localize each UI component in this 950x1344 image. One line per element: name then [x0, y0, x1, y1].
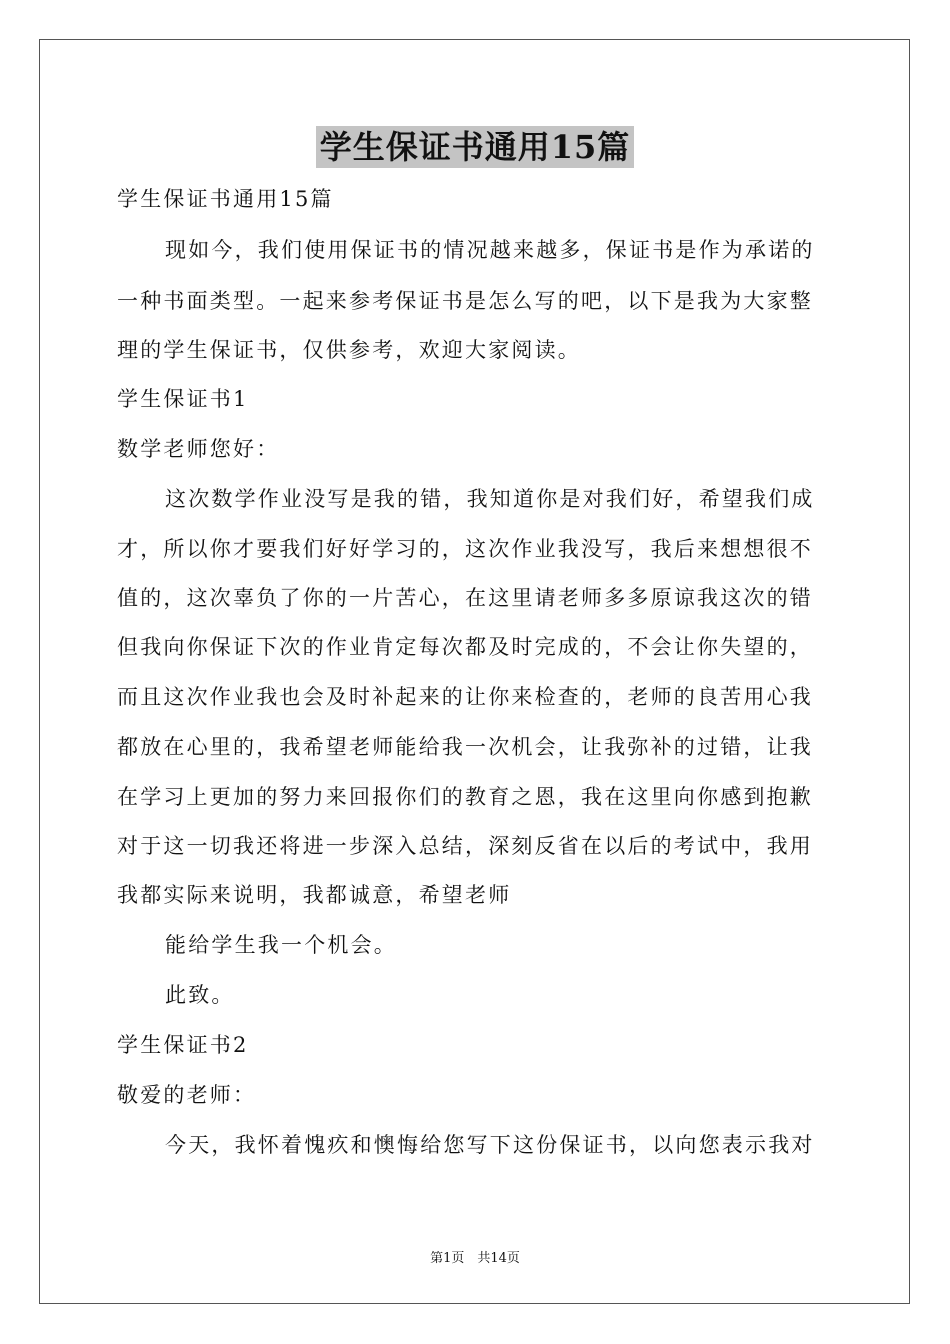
- text-line: 理的学生保证书，仅供参考，欢迎大家阅读。: [117, 338, 581, 362]
- text-line: 才，所以你才要我们好好学习的，这次作业我没写，我后来想想很不: [117, 537, 813, 561]
- page-border: [39, 39, 910, 1304]
- text-line: 现如今，我们使用保证书的情况越来越多，保证书是作为承诺的: [165, 238, 815, 262]
- text-line: 而且这次作业我也会及时补起来的让你来检查的，老师的良苦用心我: [117, 685, 813, 709]
- text-line: 值的，这次辜负了你的一片苦心，在这里请老师多多原谅我这次的错: [117, 586, 813, 610]
- text-line: 我都实际来说明，我都诚意，希望老师: [117, 883, 512, 907]
- text-line: 一种书面类型。一起来参考保证书是怎么写的吧，以下是我为大家整: [117, 289, 813, 313]
- section-heading: 学生保证书2: [117, 1033, 249, 1057]
- text-line: 对于这一切我还将进一步深入总结，深刻反省在以后的考试中，我用: [117, 834, 813, 858]
- text-line: 此致。: [165, 983, 235, 1007]
- text-line: 在学习上更加的努力来回报你们的教育之恩，我在这里向你感到抱歉: [117, 785, 813, 809]
- section-heading: 学生保证书1: [117, 387, 249, 411]
- text-line: 今天，我怀着愧疚和懊悔给您写下这份保证书，以向您表示我对: [165, 1133, 815, 1157]
- salutation: 数学老师您好：: [117, 437, 280, 461]
- text-line: 这次数学作业没写是我的错，我知道你是对我们好，希望我们成: [165, 487, 815, 511]
- text-line: 能给学生我一个机会。: [165, 933, 397, 957]
- text-line: 都放在心里的，我希望老师能给我一次机会，让我弥补的过错，让我: [117, 735, 813, 759]
- text-line: 学生保证书通用15篇: [117, 187, 334, 211]
- salutation: 敬爱的老师：: [117, 1083, 257, 1107]
- document-title-wrap: [0, 125, 950, 169]
- page-footer: 第1页 共14页: [430, 1251, 520, 1266]
- text-line: 但我向你保证下次的作业肯定每次都及时完成的，不会让你失望的，: [117, 635, 813, 659]
- document-title: 学生保证书通用15篇: [316, 126, 635, 168]
